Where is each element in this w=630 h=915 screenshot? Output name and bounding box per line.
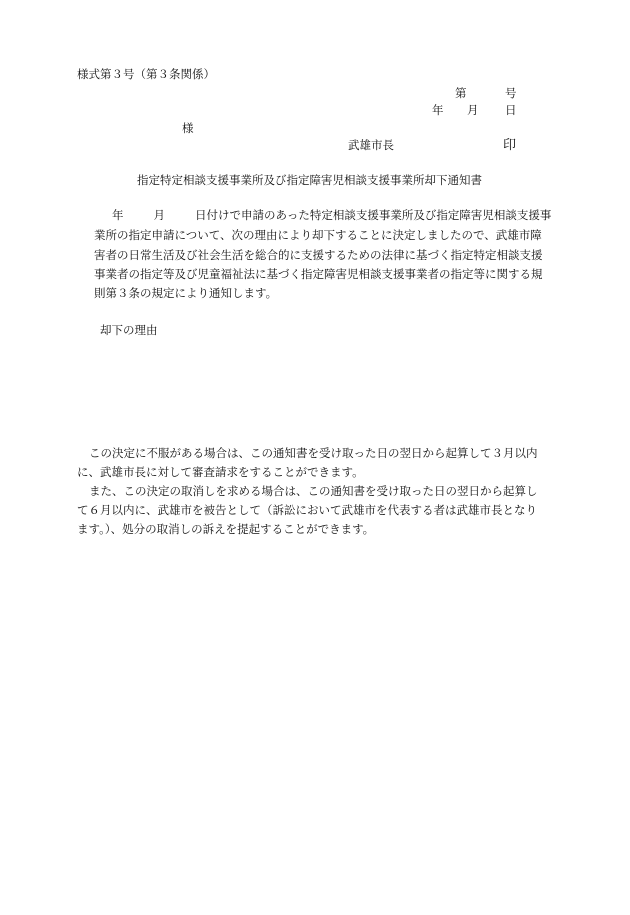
body-line-1: [112, 209, 551, 223]
date-month-label: 月: [467, 103, 479, 117]
seal-mark: 印: [503, 138, 517, 153]
appeal-line-2: に、武雄市長に対して審査請求をすることができます。: [77, 465, 364, 479]
body-line-5: 則第３条の規定により通知します。: [94, 286, 278, 300]
appeal-line-4: て６月以内に、武雄市を被告として（訴訟において武雄市を代表する者は武雄市長となり: [77, 503, 537, 517]
appeal-line-3: また、この決定の取消しを求める場合は、この通知書を受け取った日の翌日から起算し: [89, 484, 538, 498]
body-line-2: 業所の指定申請について、次の理由により却下することに決定しましたので、武雄市障: [94, 228, 542, 242]
body-year-label: 年: [112, 208, 124, 222]
document-title: 指定特定相談支援事業所及び指定障害児相談支援事業所却下通知書: [137, 173, 482, 187]
addressee-suffix: 様: [182, 121, 194, 135]
form-number: 様式第３号（第３条関係）: [77, 67, 215, 81]
body-line-3: 害者の日常生活及び社会生活を総合的に支援するための法律に基づく指定特定相談支援: [94, 248, 543, 262]
document-number-prefix: 第: [455, 86, 467, 100]
appeal-line-1: この決定に不服がある場合は、この通知書を受け取った日の翌日から起算して３月以内: [89, 446, 538, 460]
appeal-line-5: ます。）、処分の取消しの訴えを提起することができます。: [77, 522, 375, 536]
body-month-label: 月: [153, 208, 165, 222]
sender-name: 武雄市長: [348, 138, 394, 152]
body-line-1-text: 日付けで申請のあった特定相談支援事業所及び指定障害児相談支援事: [195, 208, 552, 222]
date-year-label: 年: [432, 103, 444, 117]
date-day-label: 日: [505, 103, 517, 117]
body-line-4: 事業者の指定等及び児童福祉法に基づく指定障害児相談支援事業者の指定等に関する規: [94, 267, 543, 281]
rejection-reason-label: 却下の理由: [100, 323, 158, 337]
document-number-suffix: 号: [505, 86, 517, 100]
